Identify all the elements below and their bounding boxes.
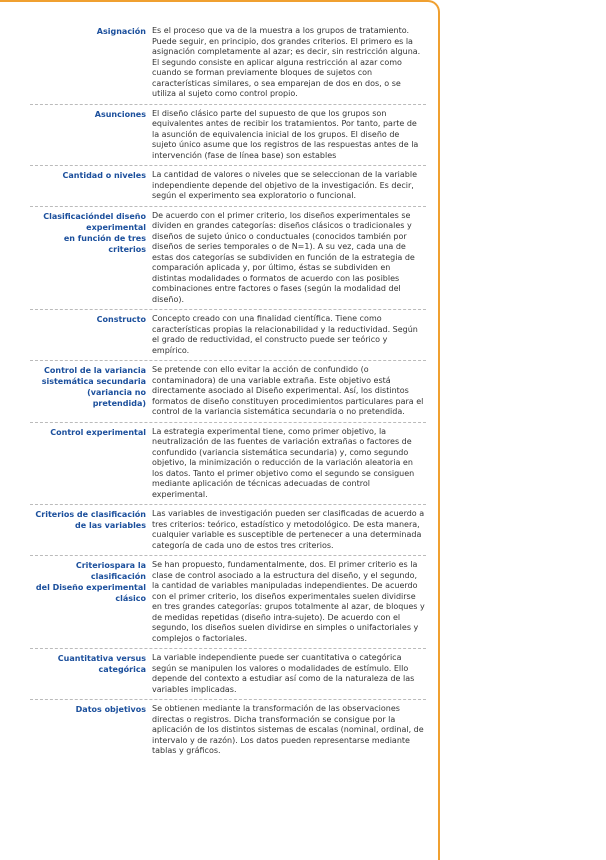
glossary-definition: Se obtienen mediante la transformación de las observaciones directas o registros. Dicha transformación se consigue por la aplicación de los distintos sistemas de escalas (nominal, ordinal, de intervalo y de razón). Los datos pueden representarse mediante tablas y gráficos. [152,704,424,755]
divider [30,699,426,700]
glossary-entry-clasificacion [0,211,430,306]
glossary-term: Cantidad o niveles [62,171,146,180]
glossary-definition: Se han propuesto, fundamentalmente, dos. El primer criterio es la clase de control asociado a la estructura del diseño, y el segundo, la cantidad de variables manipuladas independientes. De acuerdo con el primer criterio, los diseños experimentales suelen dividirse en tres grandes categorías: grupos totalmente al azar, de bloques y de medidas repetidas (diseño intra-sujeto). De acuerdo con el segundo, los diseños suelen dividirse en simples o unifactoriales y complejos o factoriales. [152,560,425,643]
glossary-term: Criteriospara la clasificación del Diseño experimental clásico [35,561,146,603]
glossary-entry-control-variancia [0,365,430,418]
divider [30,648,426,649]
glossary-term: Clasificacióndel diseño experimental en función de tres criterios [43,211,146,254]
glossary-entry-cuantitativa [0,653,430,695]
glossary-definition: Las variables de investigación pueden ser clasificadas de acuerdo a tres criterios: teórico, estadístico y metodológico. De esta manera, cualquier variable es susceptible de pertenecer a una determinada categoría de cada uno de estos tres criterios. [152,509,425,550]
glossary-term: Asunciones [94,109,146,119]
glossary-entry-asignacion [0,26,430,100]
glossary-entry-control-experimental [0,427,430,501]
glossary-term: Asignación [96,27,146,36]
divider [30,206,426,207]
glossary-entry-cantidad [0,170,430,202]
divider [30,360,426,361]
glossary-definition: Concepto creado con una finalidad científica. Tiene como características propias la relacionabilidad y la reductividad. Según el grado de reductividad, el constructo puede ser teórico y empírico. [152,314,418,355]
divider [30,104,426,105]
glossary-entry-datos-objetivos [0,704,430,757]
glossary-term: Datos objetivos [75,705,146,714]
divider [30,309,426,310]
divider [30,165,426,166]
glossary-term: Control experimental [50,427,146,437]
divider [30,422,426,423]
glossary-term: Cuantitativa versus categórica [57,654,146,674]
glossary-entry-criterios-diseno [0,560,430,644]
glossary-definition: Se pretende con ello evitar la acción de confundido (o contaminadora) de una variable extraña. Este objetivo está directamente asociado al Diseño experimental. Así, los distintos formatos de diseño constituyen procedimientos particulares para el control de la variancia sistemática secundaria o no pretendida. [152,365,424,416]
glossary-definition: El diseño clásico parte del supuesto de que los grupos son equivalentes antes de recibir los tratamientos. Por tanto, parte de la asunción de equivalencia inicial de los grupos. El diseño de sujeto único asume que los registros de las respuestas antes de la intervención (fase de línea base) son estables [152,108,419,160]
glossary-term: Constructo [96,315,146,324]
glossary-list [0,26,430,757]
glossary-definition: La estrategia experimental tiene, como primer objetivo, la neutralización de las fuentes de variación extrañas o factores de confundido (variancia sistemática secundaria) y, como segundo objetivo, la minimización o reducción de la variación aleatoria en los datos. Tanto el primer objetivo como el segundo se consiguen mediante aplicación de técnicas adecuadas de control experimental. [152,426,415,499]
divider [30,555,426,556]
glossary-definition: La cantidad de valores o niveles que se seleccionan de la variable independiente depende del objetivo de la investigación. Es decir, según el experimento sea exploratorio o funcional. [152,170,417,200]
glossary-term: Criterios de clasificación de las variables [35,510,146,530]
glossary-entry-asunciones [0,109,430,162]
divider [30,504,426,505]
glossary-definition: De acuerdo con el primer criterio, los diseños experimentales se dividen en grandes categorías: diseños clásicos o tradicionales y diseños de sujeto único o conductuales (conocidos también por diseños de series temporales o de N=1). A su vez, cada una de estas dos categorías se subdividen en función de la estrategia de comparación aplicada y, por último, éstas se subdividen en distintas modalidades o formatos de acuerdo con las posibles combinaciones entre factores o fases (según la modalidad del diseño). [152,210,415,304]
glossary-term: Control de la variancia sistemática secundaria (variancia no pretendida) [41,366,146,408]
glossary-entry-constructo [0,314,430,356]
glossary-entry-criterios-variables [0,509,430,551]
glossary-definition: Es el proceso que va de la muestra a los grupos de tratamiento. Puede seguir, en principio, dos grandes criterios. El primero es la asignación completamente al azar; es decir, sin restricción alguna. El segundo consiste en aplicar alguna restricción al azar como cuando se forman previamente bloques de sujetos con características similares, o sea emparejan de dos en dos, o se utiliza al sujeto como control propio. [152,26,421,98]
glossary-definition: La variable independiente puede ser cuantitativa o categórica según se manipulen los valores o modalidades de estímulo. Ello depende del contexto a estudiar así como de la naturaleza de las variables implicadas. [152,653,415,694]
